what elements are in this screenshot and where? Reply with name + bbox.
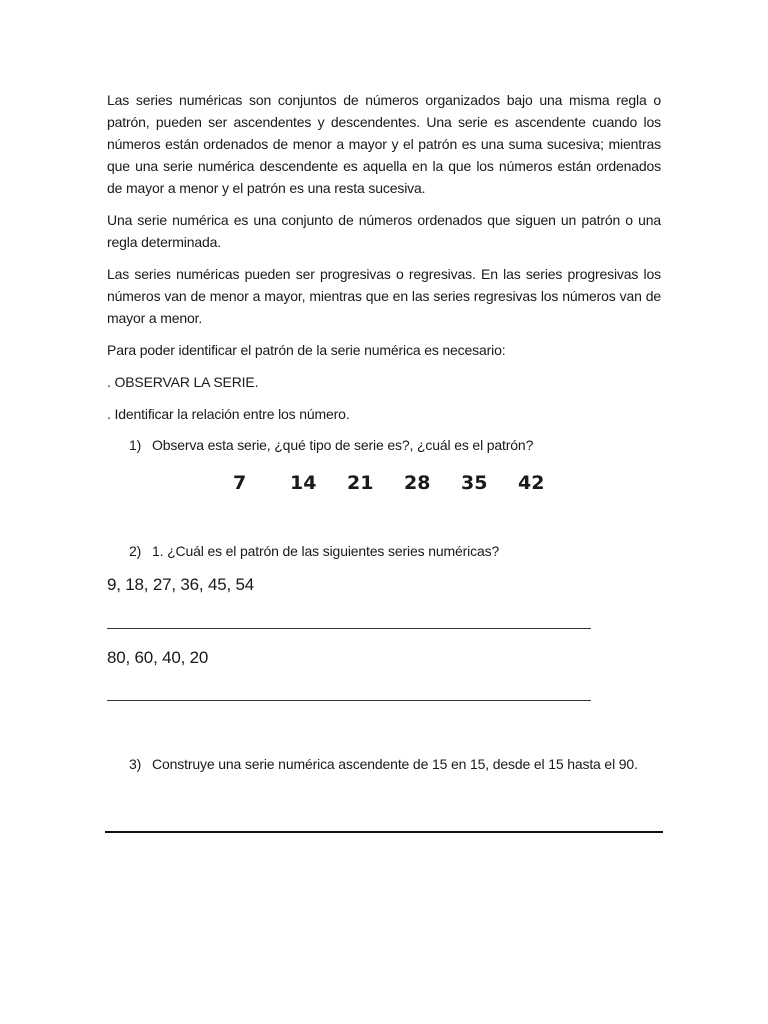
sequence-item: 42: [518, 472, 545, 494]
question-2-text: 1. ¿Cuál es el patrón de las siguientes series numéricas?: [152, 543, 500, 559]
question-1: [107, 435, 661, 456]
answer-line-q3[interactable]: [105, 831, 663, 833]
step-identify: . Identificar la relación entre los número.: [107, 406, 350, 422]
answer-line-b[interactable]: [107, 700, 591, 701]
sequence-item: 28: [404, 472, 431, 494]
question-1-text: Observa esta serie, ¿qué tipo de serie es?, ¿cuál es el patrón?: [152, 437, 534, 453]
sequence-item: 21: [347, 472, 374, 494]
intro-paragraph-3: Las series numéricas pueden ser progresivas o regresivas. En las series progresivas los números van de menor a mayor, mientras que en las series regresivas los números van de mayor a menor.: [107, 266, 661, 326]
series-a: 9, 18, 27, 36, 45, 54: [107, 575, 255, 594]
question-3: [107, 754, 706, 775]
question-1-number: 1): [129, 437, 142, 453]
series-b: 80, 60, 40, 20: [107, 648, 209, 667]
intro-paragraph-1: Las series numéricas son conjuntos de números organizados bajo una misma regla o patrón, pueden ser ascendentes y descendentes. Una serie es ascendente cuando los números están ordenados de menor a mayor y el patrón es una suma sucesiva; mientras que una serie numérica descendente es aquella en la que los números están ordenados de mayor a menor y el patrón es una resta sucesiva.: [107, 92, 661, 196]
question-2: [107, 541, 706, 562]
answer-line-a[interactable]: [107, 628, 591, 629]
step-observe: . OBSERVAR LA SERIE.: [107, 374, 259, 390]
intro-paragraph-4: Para poder identificar el patrón de la serie numérica es necesario:: [107, 342, 506, 358]
worksheet-body: [107, 89, 661, 456]
sequence-item: 7: [233, 472, 247, 494]
question-3-number: 3): [129, 756, 142, 772]
number-sequence: [233, 472, 575, 494]
sequence-item: 14: [290, 472, 317, 494]
question-3-text: Construye una serie numérica ascendente de 15 en 15, desde el 15 hasta el 90.: [152, 756, 638, 772]
intro-paragraph-2: Una serie numérica es una conjunto de números ordenados que siguen un patrón o una regla determinada.: [107, 212, 661, 250]
question-2-number: 2): [129, 543, 142, 559]
sequence-item: 35: [461, 472, 488, 494]
